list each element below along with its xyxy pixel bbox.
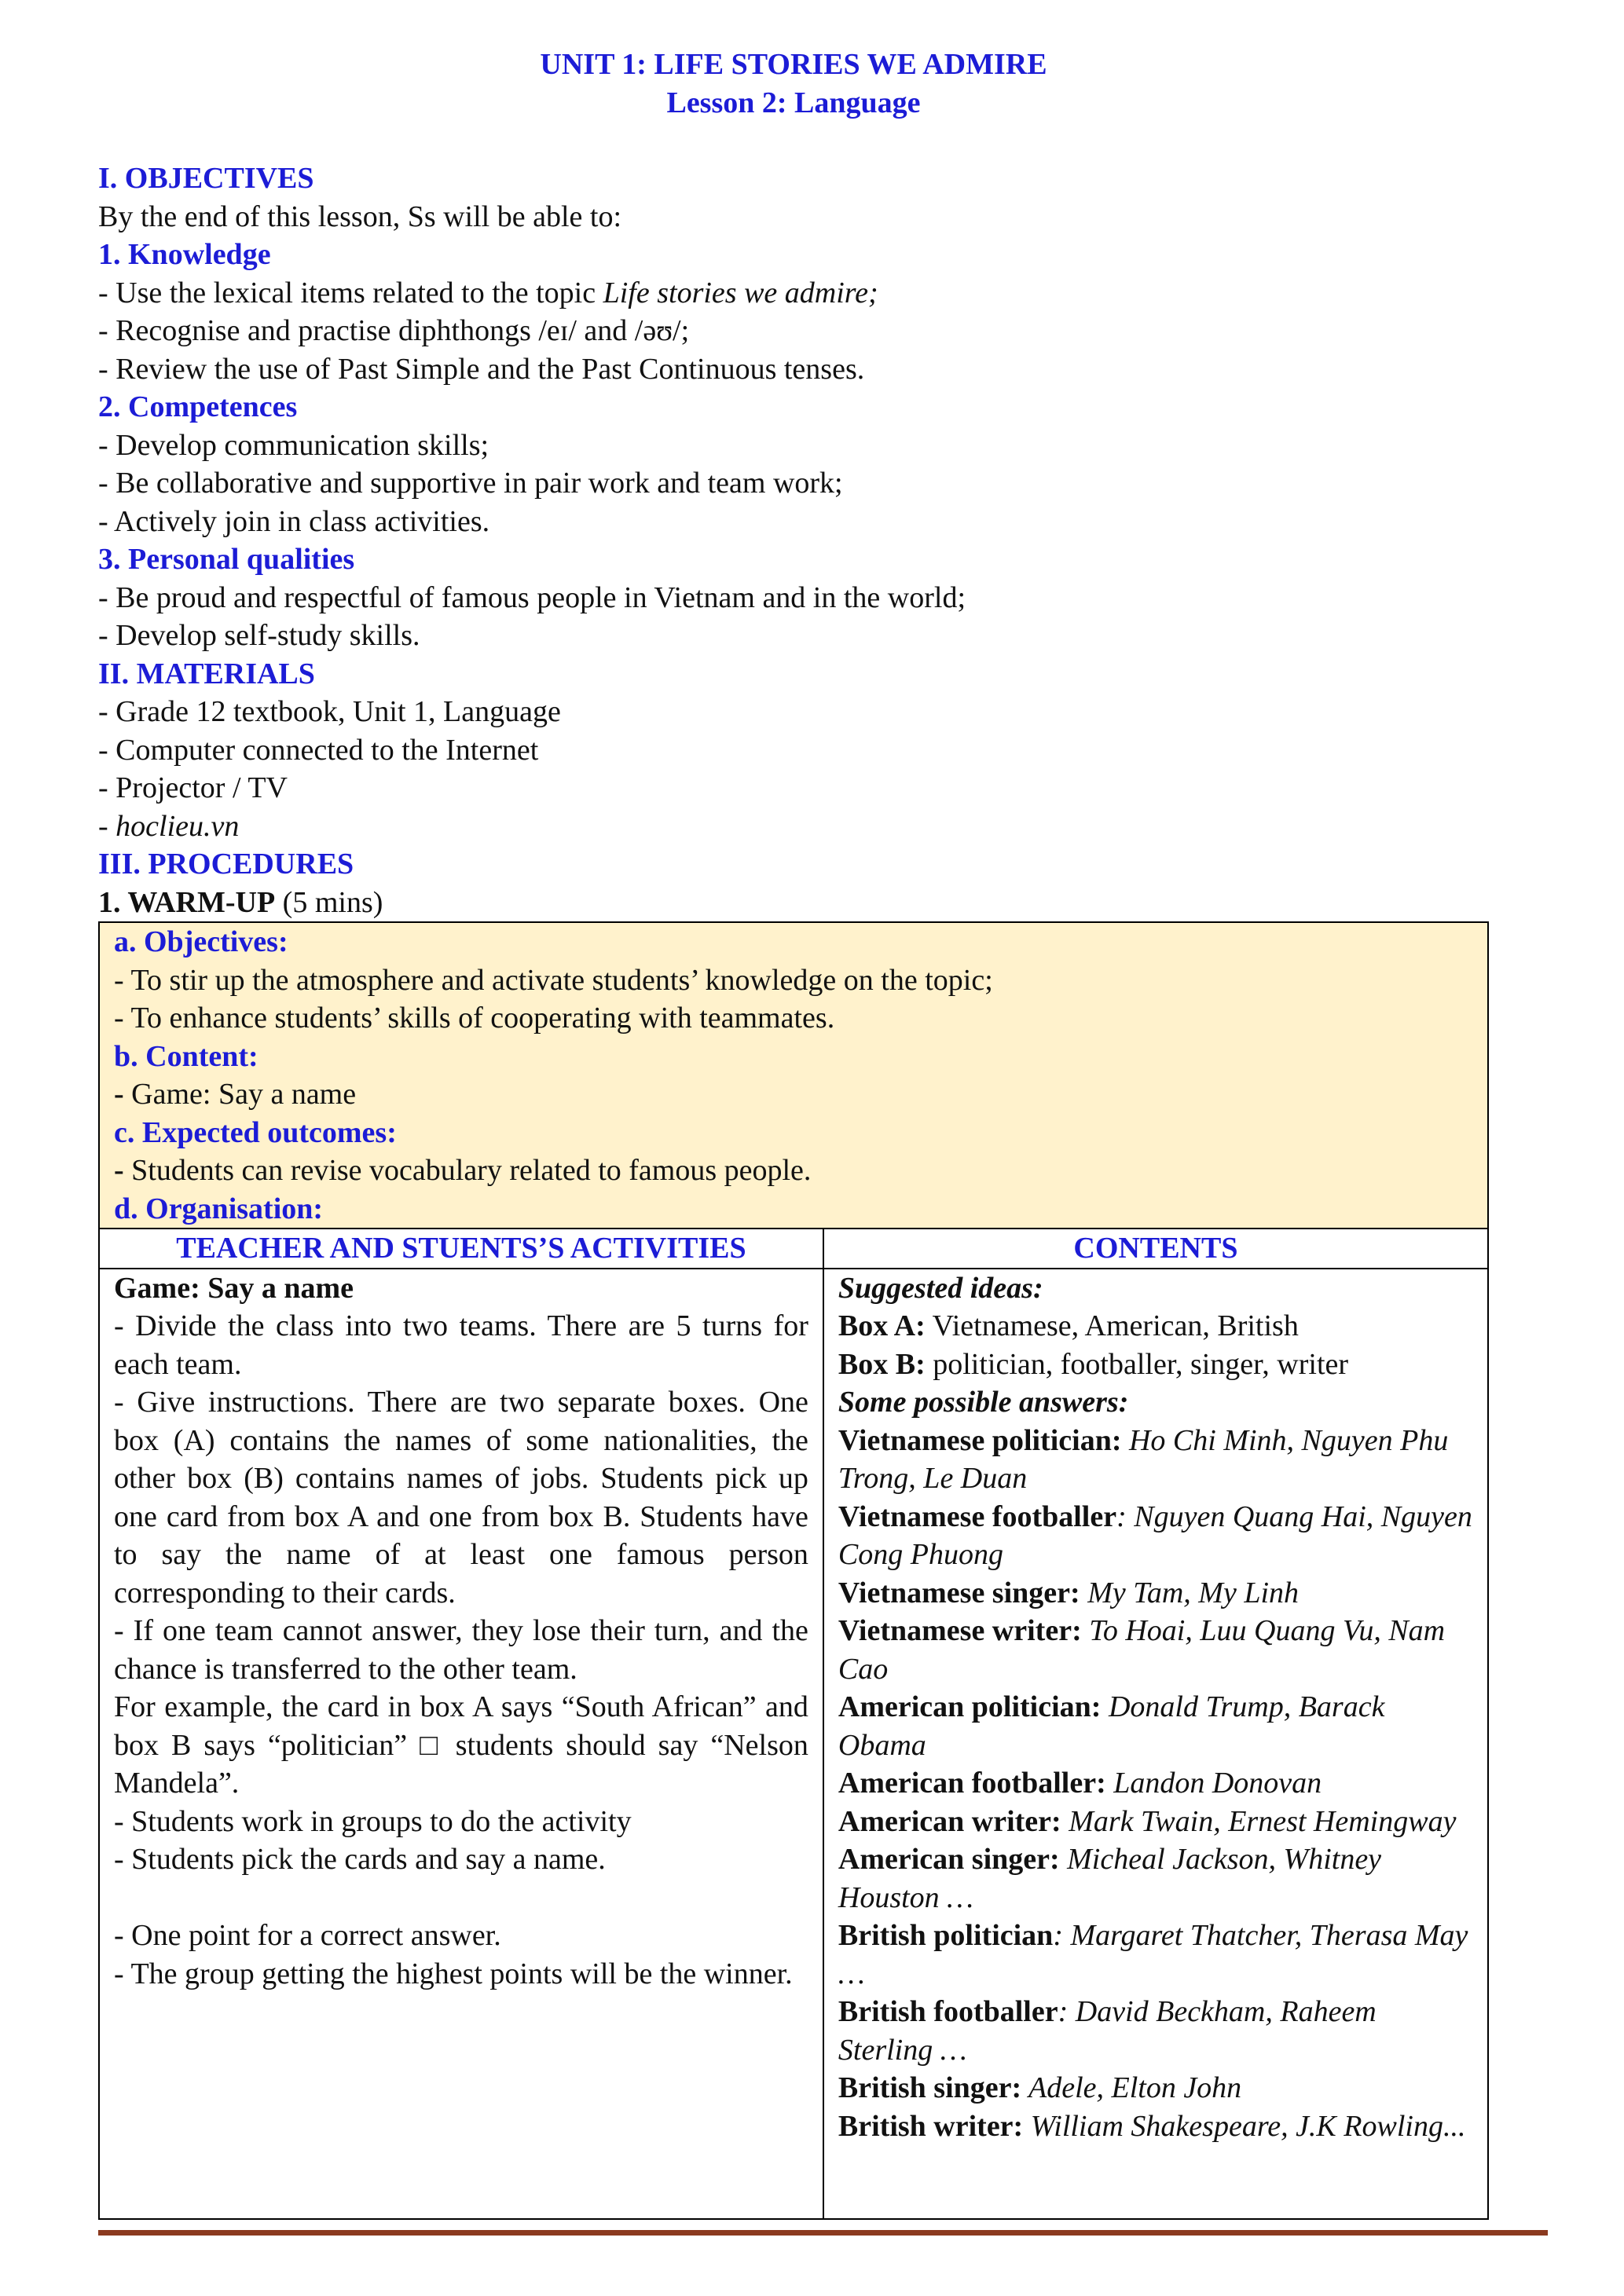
- box-outcomes-text: [114, 1152, 1473, 1190]
- activity-paragraph: - The group getting the highest points will be the winner.: [114, 1957, 793, 1990]
- blank-line: [114, 1879, 808, 1917]
- answer-item: [838, 1840, 1473, 1917]
- materials-item: - Projector / TV: [98, 771, 288, 804]
- competences-item: - Develop communication skills;: [98, 428, 489, 462]
- answer-names: : Nguyen Quang Hai, Nguyen Cong Phuong: [838, 1500, 1472, 1571]
- answer-item: [838, 1574, 1473, 1613]
- answer-names: : David Beckham, Raheem Sterling …: [838, 1995, 1377, 2067]
- competences-heading: 2. Competences: [98, 390, 298, 423]
- box-outcomes-dash: -: [114, 1154, 124, 1187]
- knowledge-item-1-text: - Use the lexical items related to the topic: [98, 276, 603, 309]
- suggested-ideas-label: Suggested ideas:: [838, 1271, 1043, 1305]
- answer-names: Micheal Jackson, Whitney Houston …: [838, 1843, 1382, 1914]
- answer-item: [838, 2069, 1473, 2107]
- box-objectives-item: - To enhance students’ skills of cooperating with teammates.: [114, 1002, 835, 1034]
- activity-paragraph: - One point for a correct answer.: [114, 1919, 501, 1952]
- knowledge-item-1: [98, 274, 1489, 313]
- activity-paragraph: - Students work in groups to do the activity: [114, 1804, 632, 1838]
- answer-item: [838, 2107, 1473, 2146]
- table-body-row: [99, 1269, 1488, 2219]
- box-outcomes-heading: c. Expected outcomes:: [114, 1115, 397, 1149]
- box-objectives-item: - To stir up the atmosphere and activate students’ knowledge on the topic;: [114, 963, 993, 997]
- answer-names: Donald Trump, Barack Obama: [838, 1690, 1385, 1762]
- materials-item: - Computer connected to the Internet: [98, 733, 539, 767]
- answer-item: [838, 1764, 1473, 1803]
- knowledge-heading: 1. Knowledge: [98, 238, 271, 271]
- personal-qualities-item: - Be proud and respectful of famous people in Vietnam and in the world;: [98, 580, 966, 614]
- answer-label: American footballer:: [838, 1767, 1106, 1800]
- knowledge-item-3: - Review the use of Past Simple and the Past Continuous tenses.: [98, 352, 865, 386]
- answer-label: British footballer: [838, 1995, 1058, 2028]
- procedures-heading: III. PROCEDURES: [98, 848, 354, 881]
- competences-item: - Actively join in class activities.: [98, 504, 490, 538]
- warmup-heading: [98, 884, 1489, 922]
- objectives-heading: I. OBJECTIVES: [98, 162, 314, 195]
- answer-names: Adele, Elton John: [1021, 2071, 1242, 2104]
- lesson-title: Lesson 2: Language: [666, 86, 921, 119]
- answer-names: Ho Chi Minh, Nguyen Phu Trong, Le Duan: [838, 1423, 1449, 1495]
- box-a-line: [838, 1307, 1473, 1346]
- answer-names: To Hoai, Luu Quang Vu, Nam Cao: [838, 1614, 1446, 1686]
- materials-heading: II. MATERIALS: [98, 657, 315, 690]
- box-outcomes-value: Students can revise vocabulary related to famous people.: [123, 1154, 812, 1187]
- answer-names: : Margaret Thatcher, Therasa May …: [838, 1919, 1468, 1990]
- box-content-dash: -: [114, 1078, 124, 1111]
- activity-paragraph: For example, the card in box A says “South African” and box B says “politician” □ students should say “Nelson Mandela”.: [114, 1690, 808, 1800]
- box-content-value: Game: Say a name: [123, 1078, 357, 1111]
- answer-names: My Tam, My Linh: [1080, 1576, 1300, 1609]
- col-header-activities: TEACHER AND STUENTS’S ACTIVITIES: [99, 1229, 823, 1269]
- answer-item: [838, 1917, 1473, 1993]
- footer-rule: [98, 2230, 1548, 2236]
- answer-item: [838, 1803, 1473, 1841]
- box-a-label: Box A:: [838, 1309, 926, 1342]
- answer-label: Vietnamese singer:: [838, 1576, 1080, 1609]
- warmup-duration: (5 mins): [275, 885, 383, 919]
- answer-item: [838, 1612, 1473, 1688]
- warmup-summary-cell: [99, 922, 1488, 1229]
- personal-qualities-item: - Develop self-study skills.: [98, 619, 420, 652]
- unit-title: UNIT 1: LIFE STORIES WE ADMIRE: [540, 48, 1047, 81]
- answer-label: American writer:: [838, 1804, 1061, 1838]
- competences-item: - Be collaborative and supportive in pair work and team work;: [98, 467, 843, 500]
- answer-label: Vietnamese footballer: [838, 1500, 1117, 1533]
- contents-cell: [823, 1269, 1488, 2219]
- materials-item: - Grade 12 textbook, Unit 1, Language: [98, 695, 561, 728]
- possible-answers-label: Some possible answers:: [838, 1386, 1129, 1419]
- table-header-row: [99, 1229, 1488, 1269]
- answer-label: British politician: [838, 1919, 1054, 1952]
- warmup-table: [98, 921, 1489, 2220]
- activity-paragraph: - Divide the class into two teams. There are 5 turns for each team.: [114, 1309, 808, 1381]
- box-content-heading: b. Content:: [114, 1039, 258, 1073]
- knowledge-item-2: - Recognise and practise diphthongs /eɪ/ and /əʊ/;: [98, 314, 690, 347]
- answer-item: [838, 1993, 1473, 2069]
- objectives-intro: By the end of this lesson, Ss will be able to:: [98, 200, 622, 233]
- lesson-plan-page: [98, 46, 1489, 2220]
- game-title: Game: Say a name: [114, 1271, 354, 1305]
- materials-item-dash: -: [98, 809, 116, 843]
- title-block: [98, 46, 1489, 122]
- answer-names: Mark Twain, Ernest Hemingway: [1061, 1804, 1457, 1838]
- answer-item: [838, 1422, 1473, 1498]
- answer-names: William Shakespeare, J.K Rowling...: [1023, 2109, 1466, 2143]
- personal-qualities-heading: 3. Personal qualities: [98, 543, 355, 576]
- warmup-summary-row: [99, 922, 1488, 1229]
- box-b-text: politician, footballer, singer, writer: [925, 1347, 1349, 1381]
- answer-label: American singer:: [838, 1843, 1060, 1876]
- answer-label: British writer:: [838, 2109, 1024, 2143]
- answer-item: [838, 1688, 1473, 1764]
- box-b-label: Box B:: [838, 1347, 926, 1381]
- col-header-contents: CONTENTS: [823, 1229, 1488, 1269]
- warmup-title: 1. WARM-UP: [98, 885, 276, 919]
- box-a-text: Vietnamese, American, British: [925, 1309, 1299, 1342]
- activity-paragraph: - Give instructions. There are two separate boxes. One box (A) contains the names of some nationalities, the other box (B) contains names of jobs. Students pick up one card from box A and one from box B. Students have to say the name of at least one famous person corresponding to their cards.: [114, 1386, 808, 1609]
- knowledge-item-1-topic: Life stories we admire;: [603, 276, 878, 309]
- hoclieu-link[interactable]: hoclieu.vn: [115, 809, 240, 843]
- materials-item: [98, 807, 1489, 846]
- activities-cell: [99, 1269, 823, 2219]
- activity-paragraph: - If one team cannot answer, they lose their turn, and the chance is transferred to the other team.: [114, 1614, 808, 1686]
- answer-label: Vietnamese writer:: [838, 1614, 1082, 1647]
- box-objectives-heading: a. Objectives:: [114, 925, 288, 958]
- answer-label: American politician:: [838, 1690, 1102, 1723]
- answer-label: British singer:: [838, 2071, 1022, 2104]
- box-content-text: [114, 1075, 1473, 1114]
- answer-item: [838, 1498, 1473, 1574]
- box-b-line: [838, 1346, 1473, 1384]
- activity-paragraph: - Students pick the cards and say a name.: [114, 1843, 606, 1876]
- answer-names: Landon Donovan: [1105, 1767, 1322, 1800]
- box-organisation-heading: d. Organisation:: [114, 1192, 324, 1225]
- answer-label: Vietnamese politician:: [838, 1423, 1122, 1457]
